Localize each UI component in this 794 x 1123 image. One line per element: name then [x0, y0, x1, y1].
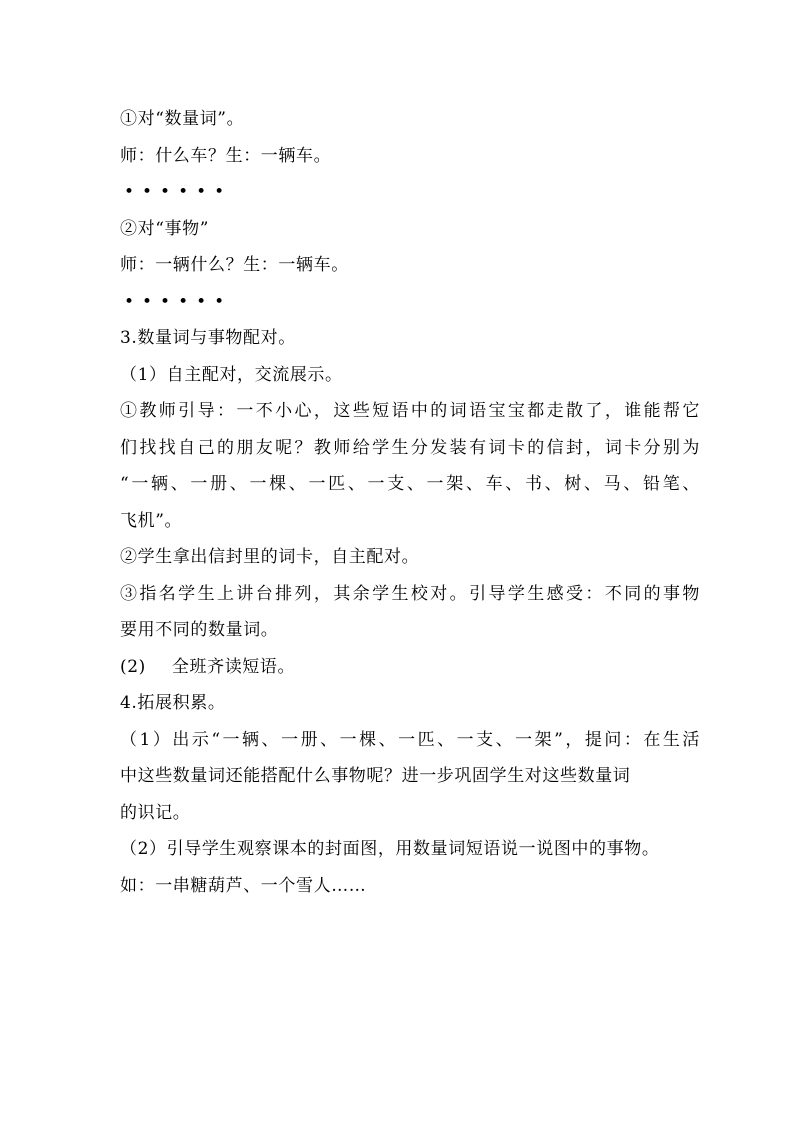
paragraph-line: 要用不同的数量词。	[120, 620, 279, 640]
dialogue-line: 师：什么车？生：一辆车。	[120, 145, 332, 166]
paragraph-line: ①教师引导：一不小心，这些短语中的词语宝宝都走散了，谁能帮它	[120, 401, 700, 421]
paragraph-line: “一辆、一册、一棵、一匹、一支、一架、车、书、树、马、铅笔、	[120, 474, 700, 494]
subsection-heading: （1）自主配对，交流展示。	[120, 364, 343, 385]
paragraph-line: （1）出示“一辆、一册、一棵、一匹、一支、一架”，提问：在生活	[120, 729, 700, 750]
item-2-heading: ②对“事物”	[120, 218, 209, 239]
dialogue-line: 师：一辆什么？生：一辆车。	[120, 255, 349, 275]
ellipsis-dots: ••••••	[124, 291, 233, 312]
document-body	[120, 101, 700, 904]
subsection-text: 全班齐读短语。	[171, 656, 296, 677]
paragraph-line: 飞机”。	[120, 510, 183, 531]
item-1-heading: ①对“数量词”。	[120, 109, 245, 129]
paragraph-line: ③指名学生上讲台排列，其余学生校对。引导学生感受：不同的事物	[120, 583, 700, 604]
paragraph-line: 们找找自己的朋友呢？教师给学生分发装有词卡的信封，词卡分别为	[120, 437, 700, 458]
ellipsis-dots: ••••••	[124, 182, 233, 202]
paragraph-line: ②学生拿出信封里的词卡，自主配对。	[120, 547, 420, 567]
subsection-number: (2)	[120, 656, 146, 677]
paragraph-line: 如：一串糖葫芦、一个雪人……	[120, 875, 367, 896]
paragraph-line: 的识记。	[120, 802, 191, 823]
section-3-heading: 3.数量词与事物配对。	[120, 328, 296, 348]
paragraph-line: 中这些数量词还能搭配什么事物呢？进一步巩固学生对这些数量词	[120, 766, 631, 786]
paragraph-line: （2）引导学生观察课本的封面图，用数量词短语说一说图中的事物。	[120, 839, 660, 859]
subsection-2-line	[120, 649, 700, 686]
section-4-heading: 4.拓展积累。	[120, 693, 226, 713]
